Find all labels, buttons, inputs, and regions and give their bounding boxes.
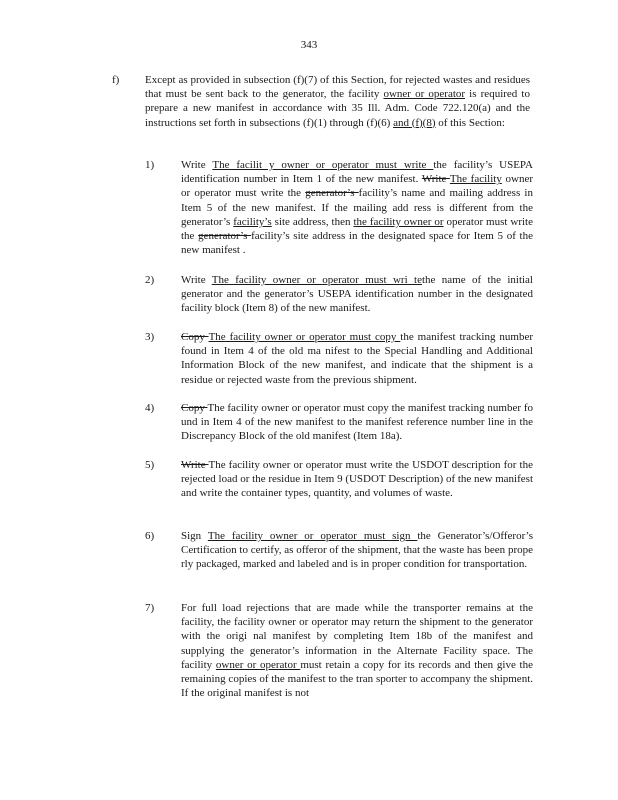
text-run: Sign [181,530,208,542]
item-text [181,401,533,444]
text-run: owner or operator must write the [181,173,533,200]
text-run: the facility’s USEPA identification number in Item 1 of the new manifest. [181,159,533,186]
text-run: the manifest tracking number found in Item 4 of the old ma nifest to the Special Handling and Additional Information Block of the new manifest, and indicate that the shipment is a residue or rejected waste from the previous shipment. [181,331,533,386]
inserted-text: The facility owner or operator must sign [207,530,418,542]
text-run: Except as provided in subsection (f)(7) of this Section, for rejected wastes and residues that must be sent back to the generator, the facility [145,74,530,101]
inserted-text: the facility owner or [353,215,444,228]
deleted-text: Copy [181,402,208,414]
text-run: For full load rejections that are made while the transporter remains at the facility, the facility owner or operator may return the shipment to the generator with the origi nal manifest by completing Item 18b of the manifest and supplying the generator’s information in the Alternate Facility space. The facility [181,602,533,671]
text-run: must retain a copy for its records and then give the remaining copies of the manifest to the tran sporter to accompany the shipment. If the original manifest is not [181,658,533,700]
section-label: f) [112,74,120,86]
deleted-text: Write [421,173,450,186]
item-number: 4) [145,402,155,414]
text-run: Write [181,274,212,286]
item-text [181,601,533,700]
text-run: operator must write the [181,215,533,243]
item-text [181,330,533,387]
deleted-text: generator’s [305,187,359,200]
text-run: Write [181,159,213,171]
text-run: site address, then [271,215,354,228]
text-run: The facility owner or operator must copy the manifest tracking number fo und in Item 4 of the new manifest to the manifest reference number line in the Discrepancy Block of the old manifest (Item 18a). [181,402,533,443]
text-run: of this Section: [435,116,505,129]
inserted-text: The facility owner or operator must copy [208,331,401,343]
item-number: 1) [145,159,155,171]
text-run: the Generator’s/Offeror’s Certification to certify, as offeror of the shipment, that the waste has been prope rly packaged, marked and labeled and is in proper condition for transportation. [181,530,533,571]
inserted-text: The facility owner or operator must wri te [211,274,422,286]
inserted-text: and (f)(8) [393,116,436,129]
text-run: facility’s name and mailing address in Item 5 of the new manifest. If the mailing add ress is different from the generator’s [181,187,533,228]
inserted-text: owner or operator [383,88,466,101]
text-run: The facility owner or operator must write the USDOT description for the rejected load or the residue in Item 9 (USDOT Description) of the new manifest and write the container types, quantity, and volumes of waste. [181,459,533,500]
item-number: 7) [145,602,155,614]
text-run: the name of the initial generator and the generator’s USEPA identification number in the designated facility block (Item 8) of the new manifest. [181,274,533,315]
inserted-text: owner or operator [215,658,301,671]
inserted-text: The facilit y owner or operator must write [212,159,434,171]
item-text [181,529,533,572]
item-text [181,458,533,501]
text-run: facility’s site address in the designated space for Item 5 of the new manifest . [181,230,533,257]
item-number: 3) [145,331,155,343]
text-run: is required to prepare a new manifest in accordance with 35 Ill. Adm. Code 722.120(a) and the instructions set forth in subsections (f)(1) through (f)(6) [145,88,530,129]
deleted-text: Write [181,459,209,471]
section-intro [145,73,530,130]
item-number: 2) [145,274,155,286]
item-text [181,273,533,316]
item-number: 5) [145,459,155,471]
inserted-text: The facility [449,173,502,186]
item-text [181,158,533,257]
inserted-text: facility’s [233,215,272,228]
deleted-text: generator’s [198,230,252,243]
page-number: 343 [300,39,318,51]
deleted-text: Copy [181,331,209,343]
item-number: 6) [145,530,155,542]
